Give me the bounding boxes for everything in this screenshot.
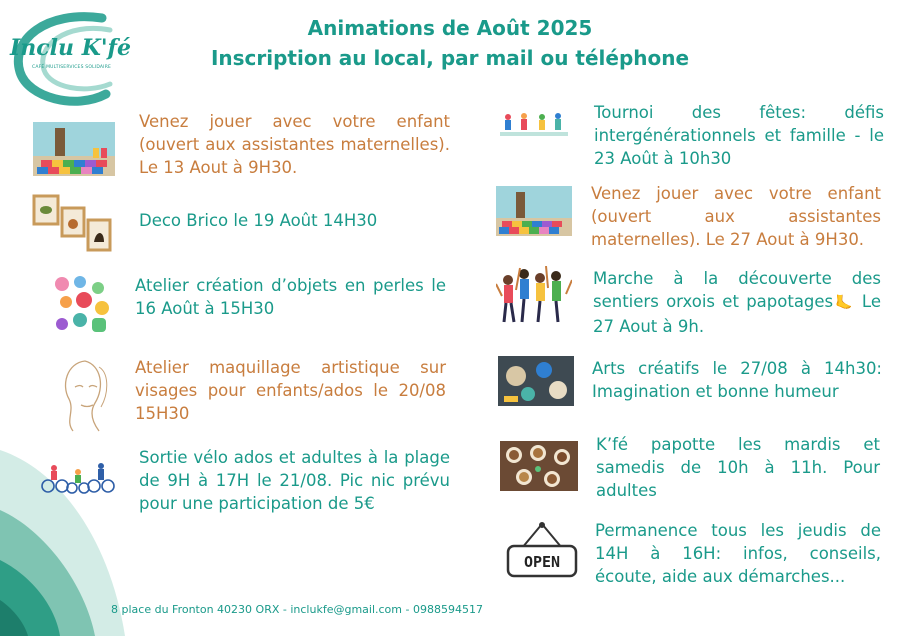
crafts-icon [498, 356, 574, 406]
event-text: Atelier création d’objets en perles le 16 Août à 15H30 [135, 276, 446, 318]
event-text: Sortie vélo ados et adultes à la plage de 9H à 17H le 21/08. Pic nic prévu pour une participation de 5€ [139, 448, 450, 513]
open-sign-icon [506, 520, 578, 580]
event-text: K’fé papotte les mardis et samedis de 10h à 11h. Pour adultes [596, 435, 880, 500]
event-text: Venez jouer avec votre enfant (ouvert aux assistantes maternelles). Le 27 Aout à 9H30. [591, 184, 881, 249]
footprints-icon: 🦶 [833, 295, 855, 311]
footer-contact: 8 place du Fronton 40230 ORX - inclukfe@gmail.com - 0988594517 [111, 603, 483, 616]
logo-name: Inclu K'fé [10, 35, 132, 61]
dancing-group-icon [496, 266, 572, 324]
playroom-icon [33, 122, 115, 176]
logo-tagline: CAFÉ MULTISERVICES SOLIDAIRE [32, 65, 112, 70]
people-playing-icon [498, 112, 570, 138]
event-text: Atelier maquillage artistique sur visages pour enfants/ados le 20/08 15H30 [135, 358, 446, 423]
bicycles-icon [40, 460, 116, 494]
event-text: Deco Brico le 19 Août 14H30 [139, 211, 378, 230]
beads-icon [52, 274, 114, 336]
playroom-icon [496, 186, 572, 236]
event-text: Tournoi des fêtes: défis intergénérationnels et famille - le 23 Août à 10h30 [594, 103, 884, 168]
coffee-cups-icon [500, 441, 578, 491]
face-drawing-icon [55, 357, 111, 435]
page-title: Animations de Août 2025 [307, 16, 593, 40]
event-text: Marche à la découverte des sentiers orxois et papotages🦶 Le 27 Aout à 9h. [593, 269, 881, 336]
page-subtitle: Inscription au local, par mail ou téléphone [210, 46, 690, 70]
open-sign-label: OPEN [523, 553, 561, 571]
event-text: Arts créatifs le 27/08 à 14h30: Imagination et bonne humeur [592, 359, 882, 401]
picture-frames-icon [32, 194, 112, 252]
event-text: Venez jouer avec votre enfant (ouvert aux assistantes maternelles). Le 13 Aout à 9H30. [139, 112, 450, 177]
event-text: Permanence tous les jeudis de 14H à 16H: infos, conseils, écoute, aide aux démarches... [595, 521, 881, 586]
